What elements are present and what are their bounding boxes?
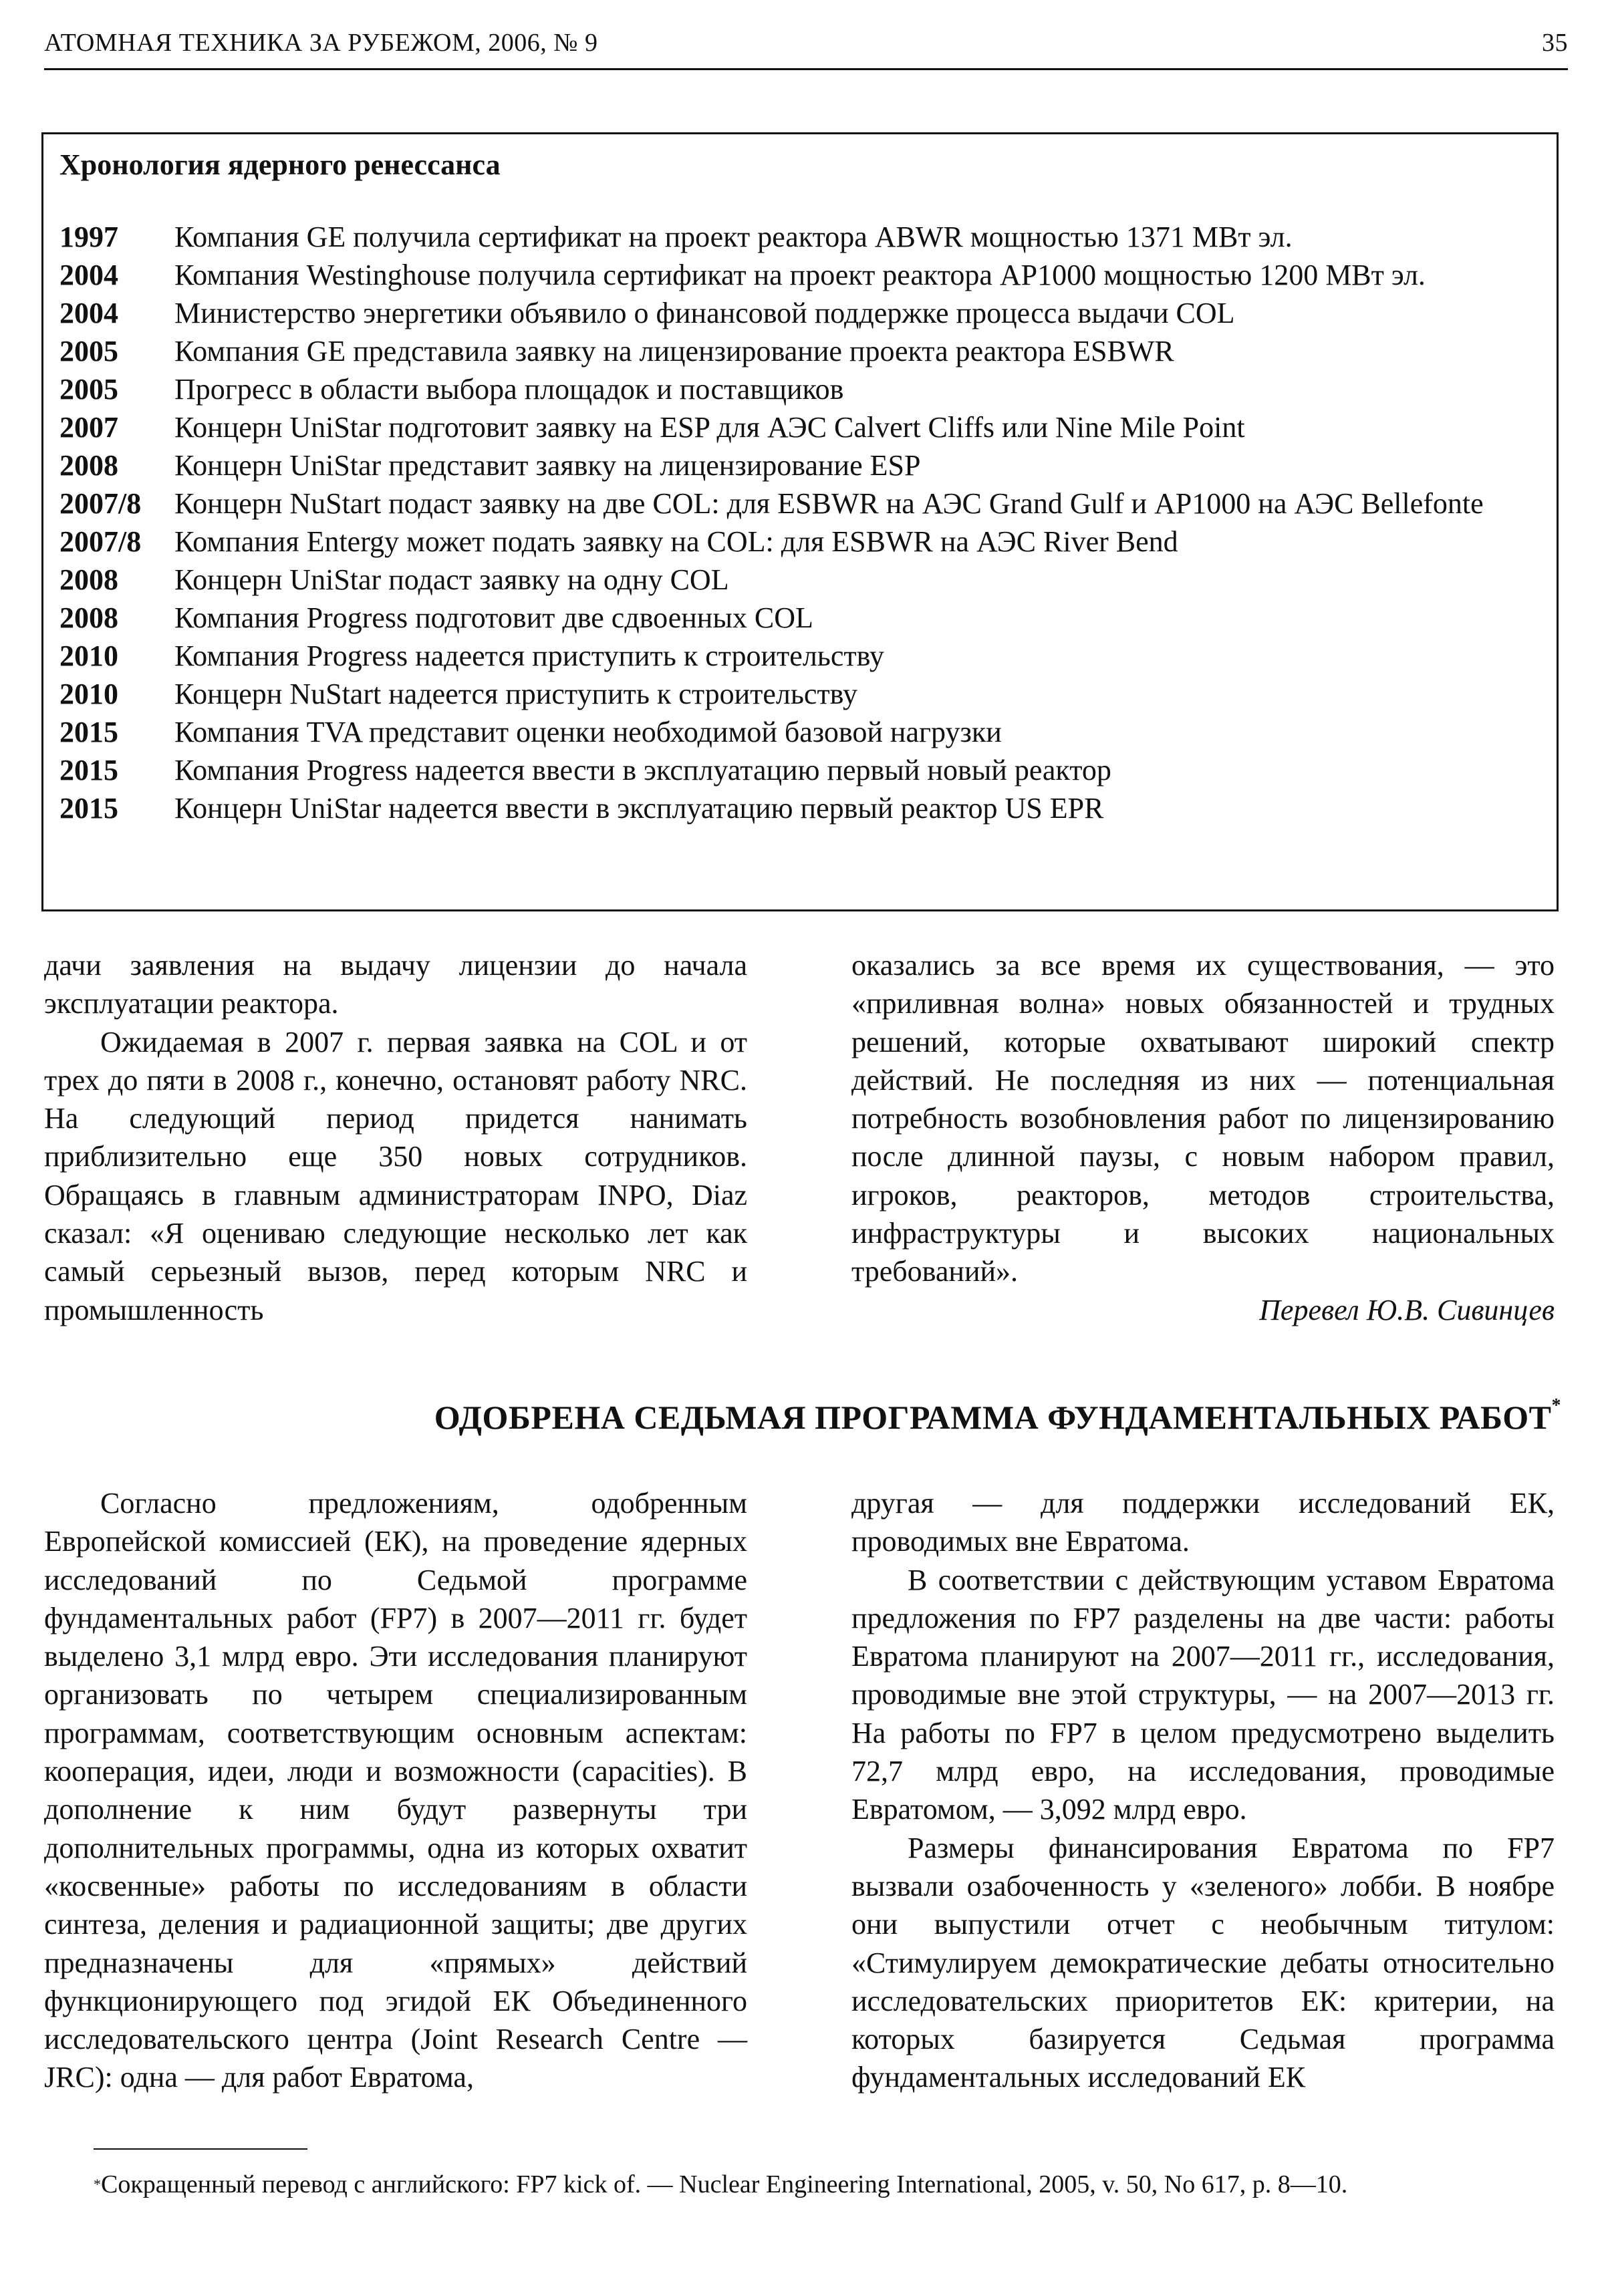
chronology-list <box>59 218 1538 827</box>
chronology-year: 2008 <box>59 449 118 482</box>
chronology-year: 2004 <box>59 297 118 329</box>
chronology-event: Прогресс в области выбора площадок и поставщиков <box>174 373 844 406</box>
chronology-year: 2010 <box>59 678 118 710</box>
chronology-item <box>59 218 1538 256</box>
chronology-event: Концерн UniStar подготовит заявку на ESP для АЭС Calvert Cliffs или Nine Mile Point <box>174 411 1245 444</box>
chronology-item <box>59 256 1538 294</box>
chronology-event: Компания Progress надеется ввести в эксплуатацию первый новый реактор <box>174 754 1111 786</box>
footnote <box>94 2169 1557 2200</box>
article-left-column <box>44 1484 747 2097</box>
paragraph: дачи заявления на выдачу лицензии до начала эксплуатации реактора. <box>44 949 747 1020</box>
chronology-item <box>59 408 1538 446</box>
chronology-year: 2005 <box>59 373 118 406</box>
prev-article-left-column <box>44 946 747 1329</box>
chronology-event: Компания Westinghouse получила сертификат на проект реактора AP1000 мощностью 1200 МВт эл. <box>174 259 1426 291</box>
footnote-rule <box>94 2148 307 2150</box>
footnote-mark: * <box>1551 1395 1561 1416</box>
chronology-year: 2015 <box>59 716 118 748</box>
chronology-event: Компания Entergy может подать заявку на COL: для ESBWR на АЭС River Bend <box>174 525 1178 558</box>
chronology-event: Концерн NuStart подаст заявку на две COL: для ESBWR на АЭС Grand Gulf и AP1000 на АЭС Bellefonte <box>174 487 1484 520</box>
paragraph: Согласно предложениям, одобренным Европейской комиссией (ЕК), на проведение ядерных исследований по Седьмой программе фундаментальных работ (FP7) в 2007—2011 гг. будет выделено 3,1 млрд евро. Эти исследования планируют организовать по четырем специализированным программам, соответствующим основным аспектам: кооперация, идеи, люди и возможности (capacities). В дополнение к ним будут развернуты три дополнительных программы, одна из которых охватит «косвенные» работы по исследованиям в области синтеза, деления и радиационной защиты; две других предназначены для «прямых» действий функционирующего под эгидой ЕК Объединенного исследовательского центра (Joint Research Centre — JRC): одна — для работ Евратома, <box>44 1487 747 2094</box>
article-title-text: ОДОБРЕНА СЕДЬМАЯ ПРОГРАММА ФУНДАМЕНТАЛЬНЫХ РАБОТ <box>434 1399 1552 1436</box>
chronology-year: 1997 <box>59 221 118 253</box>
chronology-event: Компания Progress подготовит две сдвоенных COL <box>174 601 813 634</box>
footnote-mark: * <box>94 2176 101 2192</box>
chronology-item <box>59 713 1538 751</box>
chronology-year: 2015 <box>59 754 118 786</box>
chronology-box <box>41 132 1559 911</box>
chronology-item <box>59 294 1538 332</box>
chronology-event: Компания TVA представит оценки необходимой базовой нагрузки <box>174 716 1002 748</box>
chronology-event: Министерство энергетики объявило о финансовой поддержке процесса выдачи COL <box>174 297 1235 329</box>
footnote-text: Сокращенный перевод с английского: FP7 kick of. — Nuclear Engineering International, 2005, v. 50, No 617, p. 8—10. <box>101 2170 1348 2198</box>
chronology-item <box>59 751 1538 789</box>
chronology-item <box>59 675 1538 713</box>
chronology-item <box>59 523 1538 561</box>
article-title <box>44 1395 1561 1437</box>
paragraph: В соответствии с действующим уставом Евратома предложения по FP7 разделены на две части: работы Евратома планируют на 2007—2011 гг., исследования, проводимые вне этой структуры, — на 2007—2013 гг. На работы по FP7 в целом предусмотрено выделить 72,7 млрд евро, на исследования, проводимые Евратомом, — 3,092 млрд евро. <box>851 1563 1555 1826</box>
chronology-item <box>59 637 1538 675</box>
chronology-item <box>59 561 1538 599</box>
chronology-year: 2008 <box>59 563 118 596</box>
paragraph: другая — для поддержки исследований ЕК, проводимых вне Евратома. <box>851 1487 1555 1558</box>
chronology-item <box>59 332 1538 370</box>
chronology-year: 2007/8 <box>59 525 142 558</box>
paragraph: Ожидаемая в 2007 г. первая заявка на COL и от трех до пяти в 2008 г., конечно, остановят работу NRC. На следующий период придется нанимать приблизительно еще 350 новых сотрудников. Обращаясь в главным администраторам INPO, Diaz сказал: «Я оцениваю следующие несколько лет как самый серьезный вызов, перед которым NRC и промышленность <box>44 1025 747 1326</box>
chronology-item <box>59 599 1538 637</box>
chronology-item <box>59 484 1538 523</box>
chronology-year: 2010 <box>59 639 118 672</box>
page-number: 35 <box>1542 29 1568 57</box>
paragraph: оказались за все время их существования, — это «приливная волна» новых обязанностей и трудных решений, которые охватывают широкий спектр действий. Не последняя из них — потенциальная потребность возобновления работ по лицензированию после длинной паузы, с новым набором правил, игроков, реакторов, методов строительства, инфраструктуры и высоких национальных требований». <box>851 949 1555 1288</box>
chronology-event: Концерн UniStar подаст заявку на одну COL <box>174 563 729 596</box>
running-header <box>44 28 1568 57</box>
article-right-column <box>851 1484 1555 2097</box>
chronology-item <box>59 446 1538 484</box>
chronology-event: Концерн UniStar надеется ввести в эксплуатацию первый реактор US EPR <box>174 792 1104 825</box>
chronology-item <box>59 370 1538 408</box>
chronology-year: 2005 <box>59 335 118 368</box>
chronology-event: Компания GE получила сертификат на проект реактора ABWR мощностью 1371 МВт эл. <box>174 221 1293 253</box>
paragraph: Размеры финансирования Евратома по FP7 вызвали озабоченность у «зеленого» лобби. В ноябре они выпустили отчет с необычным титулом: «Стимулируем демократические дебаты относительно исследовательских приоритетов ЕК: критерии, на которых базируется Седьмая программа фундаментальных исследований ЕК <box>851 1831 1555 2094</box>
chronology-year: 2015 <box>59 792 118 825</box>
journal-title: АТОМНАЯ ТЕХНИКА ЗА РУБЕЖОМ, 2006, № 9 <box>44 29 598 57</box>
chronology-year: 2007 <box>59 411 118 444</box>
chronology-event: Компания Progress надеется приступить к строительству <box>174 639 884 672</box>
chronology-item <box>59 789 1538 827</box>
translator-signature: Перевел Ю.В. Сивинцев <box>1259 1293 1555 1326</box>
chronology-year: 2004 <box>59 259 118 291</box>
chronology-title: Хронология ядерного ренессанса <box>59 148 501 181</box>
chronology-year: 2008 <box>59 601 118 634</box>
chronology-event: Компания GE представила заявку на лицензирование проекта реактора ESBWR <box>174 335 1174 368</box>
prev-article-right-column <box>851 946 1555 1329</box>
chronology-event: Концерн NuStart надеется приступить к строительству <box>174 678 857 710</box>
chronology-year: 2007/8 <box>59 487 142 520</box>
chronology-event: Концерн UniStar представит заявку на лицензирование ESP <box>174 449 921 482</box>
header-rule <box>44 68 1568 70</box>
